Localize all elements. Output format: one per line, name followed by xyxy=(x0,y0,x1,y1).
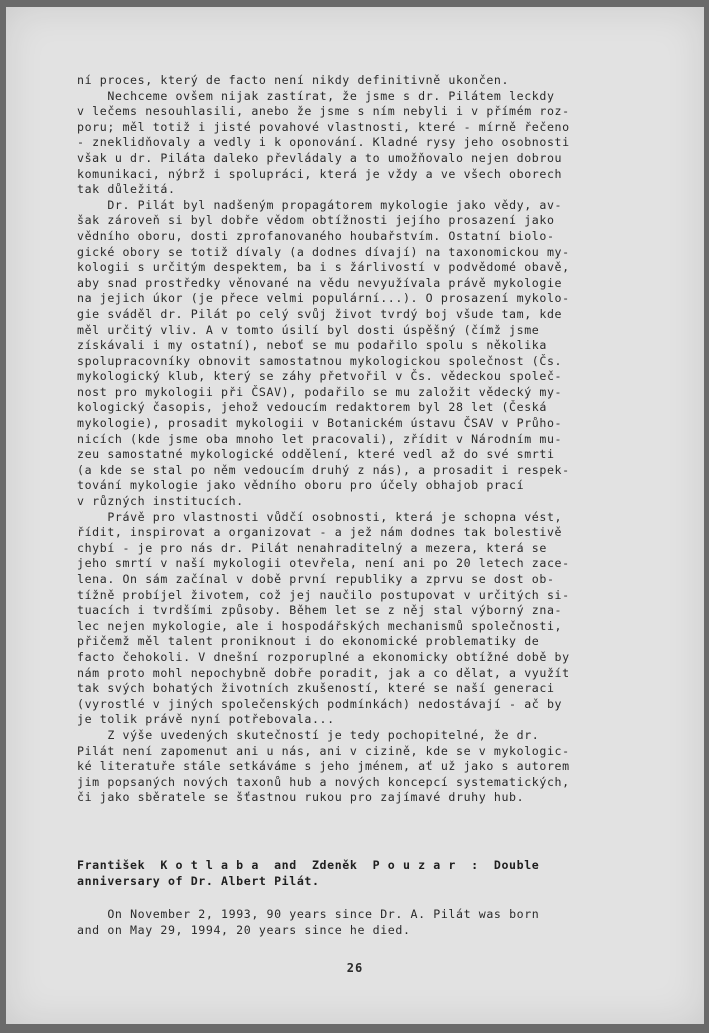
page-number: 26 xyxy=(346,961,364,975)
paragraph-2: Dr. Pilát byl nadšeným propagátorem mykologie jako vědy, av- šak zároveň si byl dobře vědom obtížnosti jejího prosazení jako vědního oboru, dosti zprofanovaného houbařstvím. Ostatní biolo- gické obory se totiž dívaly (a dodnes dívají) na taxonomickou my- kologii s určitým despektem, ba i s žárlivostí v podvědomé obavě, aby snad prostředky věnované na vědu nevyužívala právě mykologie na jejich úkor (je přece velmi populární...). O prosazení mykolo- gie sváděl dr. Pilát po celý svůj život tvrdý boj všude tam, kde měl určitý vliv. A v tomto úsilí byl dosti úspěšný (čímž jsme získávali i my ostatní), neboť se mu podařilo spolu s několika spolupracovníky obnovit samostatnou mykologickou společnost (Čs. mykologický klub, který se záhy přetvořil v Čs. vědeckou společ- nost pro mykologii při ČSAV), podařilo se mu založit vědecký my- kologický časopis, jehož vedoucím redaktorem byl 28 let (Česká mykologie), prosadit mykologii v Botanickém ústavu ČSAV v Průho- nicích (kde jsme oba mnoho let pracovali), zřídit v Národním mu- zeu samostatné mykologické oddělení, které vedl až do své smrti (a kde se stal po něm vedoucím druhý z nás), a prosadit i respek- tování mykologie jako vědního oboru pro účely obhajob prací v různých institucích. xyxy=(77,197,570,509)
document-page xyxy=(6,7,704,1024)
english-summary-title: František K o t l a b a and Zdeněk P o u z a r : Double anniversary of Dr. Albert Pilát. xyxy=(77,857,540,888)
article-text xyxy=(77,73,652,938)
section-gap xyxy=(77,806,652,858)
paragraph-4: Z výše uvedených skutečností je tedy pochopitelné, že dr. Pilát není zapomenut ani u nás, ani v cizině, kde se v mykologic- ké literatuře stále setkáváme s jeho jménem, ať už jako s autorem jim popsaných nových taxonů hub a nových koncepcí systematických, či jako sběratele se šťastnou rukou pro zajímavé druhy hub. xyxy=(77,727,570,805)
section-gap xyxy=(77,889,652,907)
paragraph-1: ní proces, který de facto není nikdy definitivně ukončen. Nechceme ovšem nijak zastírat, že jsme s dr. Pilátem leckdy v lečems nesouhlasili, anebo že jsme s ním nebyli i v přímém roz- poru; měl totiž i jisté povahové vlastnosti, které - mírně řečeno - zneklidňovaly a vedly i k oponování. Kladné rysy jeho osobnosti však u dr. Piláta daleko převládaly a to umožňovalo nejen dobrou komunikaci, nýbrž i spolupráci, která je vždy a ve všech oborech tak důležitá. xyxy=(77,73,570,197)
english-summary-body: On November 2, 1993, 90 years since Dr. A. Pilát was born and on May 29, 1994, 20 years since he died. xyxy=(77,907,540,937)
paragraph-3: Právě pro vlastnosti vůdčí osobnosti, která je schopna vést, řídit, inspirovat a organizovat - a jež nám dodnes tak bolestivě chybí - je pro nás dr. Pilát nenahraditelný a mezera, která se jeho smrtí v naší mykologii otevřela, není ani po 20 letech zace- lena. On sám začínal v době první republiky a zprvu se dost ob- tížně probíjel životem, což jej naučilo postupovat v určitých si- tuacích i tvrdšími způsoby. Během let se z něj stal výborný zna- lec nejen mykologie, ale i hospodářských mechanismů společnosti, přičemž měl talent proniknout i do ekonomické problematiky de facto čehokoli. V dnešní rozporuplné a ekonomicky obtížné době by nám proto mohl nepochybně dobře poradit, jak a co dělat, a využít tak svých bohatých životních zkušeností, které se naší generaci (vyrostlé v jiných společenských podmínkách) nedostávají - ač by je tolik právě nyní potřebovala... xyxy=(77,509,570,727)
